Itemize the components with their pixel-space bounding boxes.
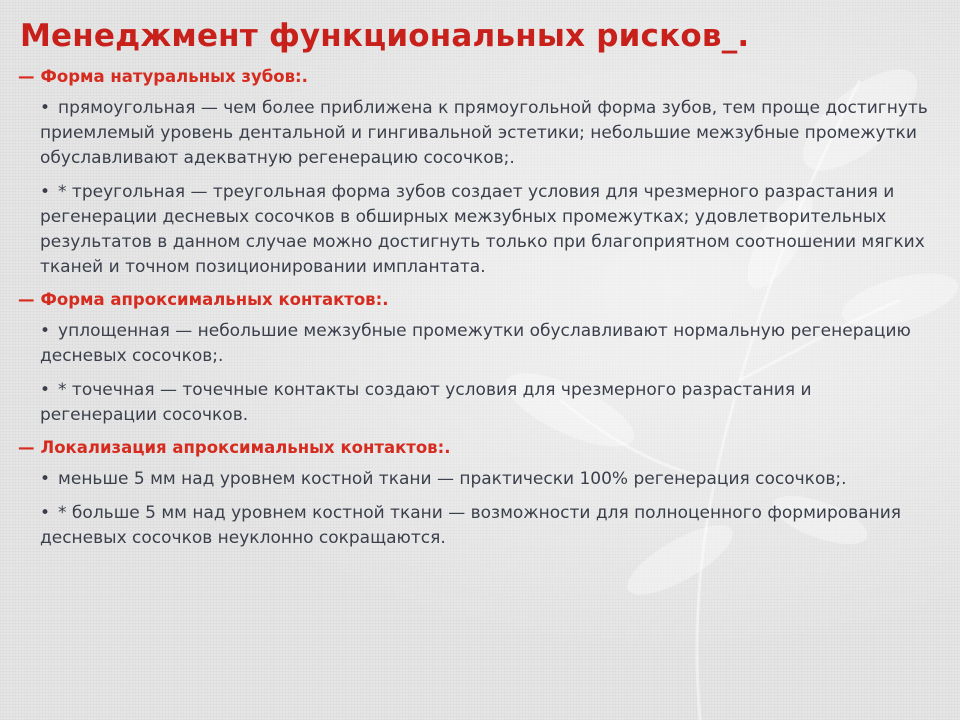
bullet-marker: •	[40, 321, 51, 341]
slide-title: Менеджмент функциональных рисков_.	[20, 18, 750, 54]
bullet-marker: •	[40, 182, 51, 202]
bullet-item	[40, 467, 930, 492]
section-heading-text: Форма апроксимальных контактов:.	[40, 290, 389, 309]
section-heading	[18, 66, 938, 88]
slide-content	[18, 66, 938, 560]
bullet-item	[40, 180, 930, 280]
bullet-marker: •	[40, 98, 51, 118]
bullet-text: * треугольная — треугольная форма зубов создает условия для чрезмерного разрастания и регенерации десневых сосочков в обширных межзубных промежутках; удовлетворительных результатов в данном случае можно достигнуть только при благоприятном соотношении мягких тканей и точном позиционировании имплантата.	[40, 182, 925, 277]
section-dash-marker: —	[18, 67, 35, 86]
section-dash-marker: —	[18, 438, 35, 457]
bullet-marker: •	[40, 503, 51, 523]
bullet-text: * точечная — точечные контакты создают условия для чрезмерного разрастания и регенерации сосочков.	[40, 380, 812, 425]
bullet-marker: •	[40, 380, 51, 400]
section-heading	[18, 289, 938, 311]
bullet-marker: •	[40, 469, 51, 489]
bullet-text: уплощенная — небольшие межзубные промежутки обуславливают нормальную регенерацию десневых сосочков;.	[40, 321, 911, 366]
section-heading-text: Локализация апроксимальных контактов:.	[40, 438, 451, 457]
bullet-text: прямоугольная — чем более приближена к прямоугольной форма зубов, тем проще достигнуть приемлемый уровень дентальной и гингивальной эстетики; небольшие межзубные промежутки обуславливают адекватную регенерацию сосочков;.	[40, 98, 928, 168]
bullet-text: * больше 5 мм над уровнем костной ткани — возможности для полноценного формирования десневых сосочков неуклонно сокращаются.	[40, 503, 901, 548]
section-dash-marker: —	[18, 290, 35, 309]
bullet-item	[40, 96, 930, 171]
section-heading-text: Форма натуральных зубов:.	[40, 67, 308, 86]
bullet-text: меньше 5 мм над уровнем костной ткани — практически 100% регенерация сосочков;.	[58, 469, 847, 489]
bullet-item	[40, 378, 930, 428]
bullet-item	[40, 319, 930, 369]
bullet-item	[40, 501, 930, 551]
section-heading	[18, 437, 938, 459]
